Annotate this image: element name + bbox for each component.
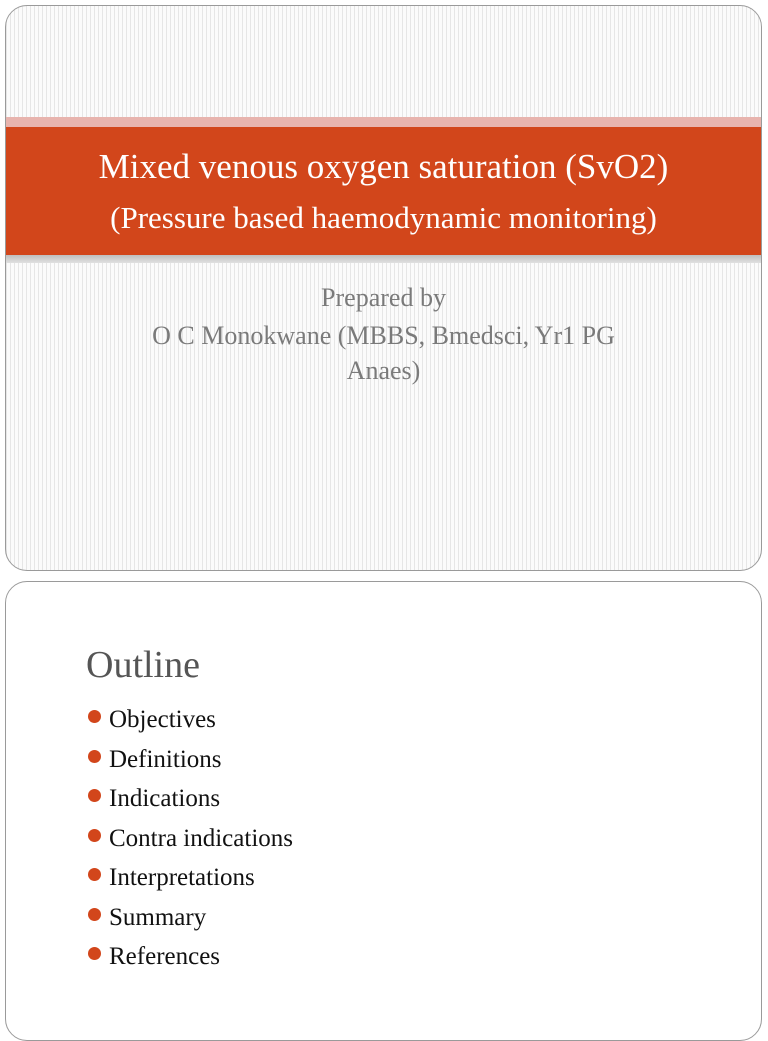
outline-title: Outline	[86, 644, 200, 686]
outline-item-contra-indications	[86, 821, 293, 861]
outline-item-label: Contra indications	[109, 824, 293, 852]
author-line-2: Anaes)	[346, 356, 421, 385]
outline-item-objectives	[86, 702, 293, 742]
outline-item-label: References	[109, 943, 221, 970]
title-band-bottom-stripe	[6, 255, 761, 263]
author-line-1: O C Monokwane (MBBS, Bmedsci, Yr1 PG	[152, 321, 615, 350]
outline-item-label: Definitions	[109, 745, 222, 773]
bullet-dot-icon	[88, 868, 101, 881]
outline-slide	[5, 581, 762, 1041]
outline-item-summary	[86, 900, 293, 940]
outline-item-interpretations	[86, 860, 293, 900]
outline-item-references	[86, 939, 293, 979]
outline-list	[86, 702, 293, 979]
bullet-dot-icon	[88, 710, 101, 723]
bullet-dot-icon	[88, 908, 101, 921]
slide-title-line-1: Mixed venous oxygen saturation (SvO2)	[98, 147, 669, 186]
outline-item-definitions	[86, 742, 293, 782]
outline-item-label: Summary	[109, 903, 207, 931]
slide-title-line-2: (Pressure based haemodynamic monitoring)	[110, 200, 657, 235]
bullet-dot-icon	[88, 789, 101, 802]
bullet-dot-icon	[88, 829, 101, 842]
outline-item-label: Indications	[109, 785, 221, 812]
bullet-dot-icon	[88, 947, 101, 960]
outline-item-label: Objectives	[109, 706, 216, 733]
title-band-top-stripe	[6, 117, 761, 127]
title-slide	[5, 5, 762, 571]
prepared-by-label: Prepared by	[321, 283, 446, 312]
outline-item-label: Interpretations	[109, 864, 255, 891]
outline-item-indications	[86, 781, 293, 821]
bullet-dot-icon	[88, 750, 101, 763]
